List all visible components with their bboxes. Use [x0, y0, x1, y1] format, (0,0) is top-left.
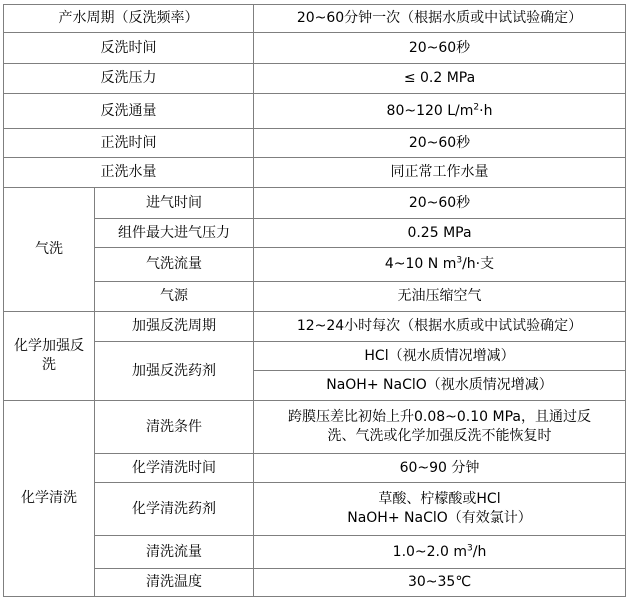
row-value: 20~60秒 — [254, 129, 626, 158]
table-row — [4, 454, 626, 483]
row-label: 正洗水量 — [4, 158, 254, 188]
row-value: 30~35℃ — [254, 569, 626, 597]
table-row — [4, 94, 626, 129]
row-value — [254, 483, 626, 536]
row-label: 加强反洗药剂 — [95, 342, 254, 401]
row-value: HCl（视水质情况增减） — [254, 342, 626, 371]
row-value: 无油压缩空气 — [254, 282, 626, 312]
superscript: 3 — [456, 255, 463, 266]
table-row — [4, 248, 626, 282]
table-row — [4, 282, 626, 312]
value-line: 草酸、柠檬酸或HCl — [378, 491, 501, 507]
table-row — [4, 158, 626, 188]
row-label: 反洗时间 — [4, 33, 254, 64]
row-label: 反洗压力 — [4, 64, 254, 94]
row-label: 正洗时间 — [4, 129, 254, 158]
table-row — [4, 342, 626, 371]
table-row — [4, 536, 626, 569]
table-row — [4, 483, 626, 536]
row-label: 气源 — [95, 282, 254, 312]
row-label: 反洗通量 — [4, 94, 254, 129]
group-label-ceb — [4, 312, 95, 401]
row-value: 同正常工作水量 — [254, 158, 626, 188]
value-text: ·h — [479, 102, 493, 119]
row-value: NaOH+ NaClO（视水质情况增减） — [254, 371, 626, 401]
row-label: 产水周期（反洗频率） — [4, 5, 254, 33]
row-value — [254, 536, 626, 569]
value-text: 1.0~2.0 m — [392, 543, 468, 560]
value-line: NaOH+ NaClO（有效氯计） — [347, 510, 532, 526]
value-text: /h·支 — [462, 256, 495, 272]
table-row — [4, 219, 626, 248]
row-value — [254, 94, 626, 129]
parameter-table — [3, 4, 626, 597]
table-row — [4, 188, 626, 219]
row-value: 60~90 分钟 — [254, 454, 626, 483]
row-value — [254, 248, 626, 282]
row-value: ≤ 0.2 MPa — [254, 64, 626, 94]
table-row — [4, 401, 626, 454]
table-row — [4, 5, 626, 33]
row-value: 20~60秒 — [254, 33, 626, 64]
row-label: 气洗流量 — [95, 248, 254, 282]
row-label: 化学清洗时间 — [95, 454, 254, 483]
superscript: 2 — [473, 101, 480, 112]
table-row — [4, 129, 626, 158]
row-label: 化学清洗药剂 — [95, 483, 254, 536]
value-line: 跨膜压差比初始上升0.08~0.10 MPa，且通过反 — [288, 409, 591, 425]
value-text: /h — [472, 543, 487, 560]
row-value: 12~24小时每次（根据水质或中试试验确定） — [254, 312, 626, 342]
group-label-line: 洗 — [42, 357, 56, 373]
row-value: 20~60分钟一次（根据水质或中试试验确定） — [254, 5, 626, 33]
row-label: 清洗流量 — [95, 536, 254, 569]
group-label-line: 化学加强反 — [14, 338, 84, 354]
value-line: 洗、气洗或化学加强反洗不能恢复时 — [327, 428, 552, 444]
row-label: 组件最大进气压力 — [95, 219, 254, 248]
row-label: 加强反洗周期 — [95, 312, 254, 342]
row-value — [254, 401, 626, 454]
table-row — [4, 33, 626, 64]
table-row — [4, 312, 626, 342]
value-text: 80~120 L/m — [386, 102, 474, 119]
row-value: 0.25 MPa — [254, 219, 626, 248]
superscript: 3 — [467, 542, 473, 553]
row-value: 20~60秒 — [254, 188, 626, 219]
value-text: 4~10 N m — [384, 256, 457, 272]
group-label-cip: 化学清洗 — [4, 401, 95, 597]
table-row — [4, 64, 626, 94]
row-label: 清洗温度 — [95, 569, 254, 597]
row-label: 进气时间 — [95, 188, 254, 219]
table-row — [4, 569, 626, 597]
row-label: 清洗条件 — [95, 401, 254, 454]
group-label-air-wash: 气洗 — [4, 188, 95, 312]
